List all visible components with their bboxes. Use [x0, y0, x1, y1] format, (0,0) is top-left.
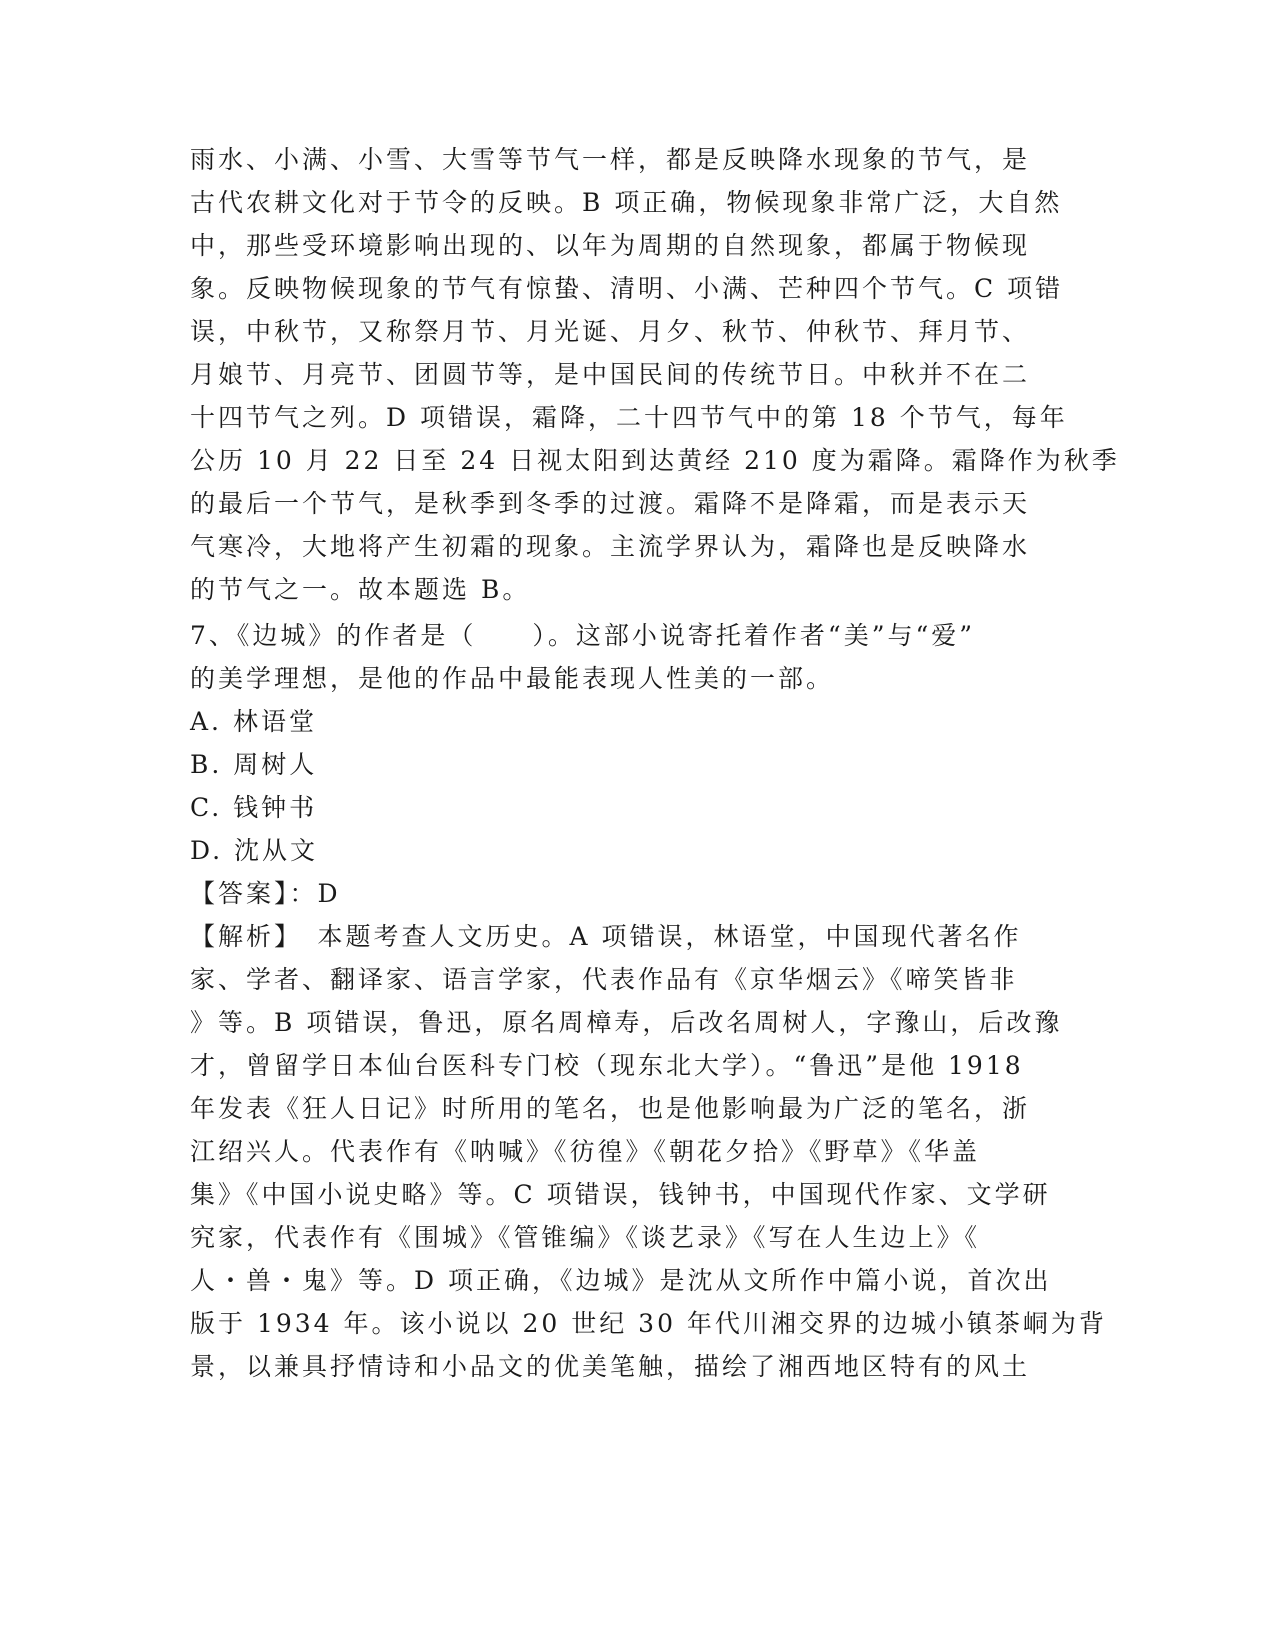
- explanation-line: 江绍兴人。代表作有《呐喊》《彷徨》《朝花夕拾》《野草》《华盖: [190, 1137, 981, 1166]
- text-line: 的最后一个节气，是秋季到冬季的过渡。霜降不是降霜，而是表示天: [190, 489, 1031, 518]
- text-line: 的节气之一。故本题选 B。: [190, 575, 531, 604]
- previous-explanation: [190, 138, 1120, 611]
- question-7: [190, 614, 1107, 1388]
- explanation-line: 年发表《狂人日记》时所用的笔名，也是他影响最为广泛的笔名，浙: [190, 1094, 1031, 1123]
- option-d: D. 沈从文: [190, 836, 319, 865]
- explanation-line: 【解析】 本题考查人文历史。A 项错误，林语堂，中国现代著名作: [190, 922, 1022, 951]
- explanation-line: 人・兽・鬼》等。D 项正确，《边城》是沈从文所作中篇小说，首次出: [190, 1266, 1052, 1295]
- explanation-line: 家、学者、翻译家、语言学家，代表作品有《京华烟云》《啼笑皆非: [190, 965, 1018, 994]
- text-line: 象。反映物候现象的节气有惊蛰、清明、小满、芒种四个节气。C 项错: [190, 274, 1064, 303]
- text-line: 气寒冷，大地将产生初霜的现象。主流学界认为，霜降也是反映降水: [190, 532, 1031, 561]
- explanation-line: 版于 1934 年。该小说以 20 世纪 30 年代川湘交界的边城小镇茶峒为背: [190, 1309, 1107, 1338]
- option-b: B. 周树人: [190, 750, 318, 779]
- text-line: 月娘节、月亮节、团圆节等，是中国民间的传统节日。中秋并不在二: [190, 360, 1031, 389]
- answer: 【答案】：D: [190, 879, 341, 908]
- explanation-line: 景，以兼具抒情诗和小品文的优美笔触，描绘了湘西地区特有的风土: [190, 1352, 1031, 1381]
- option-a: A. 林语堂: [190, 707, 317, 736]
- text-line: 中，那些受环境影响出现的、以年为周期的自然现象，都属于物候现: [190, 231, 1031, 260]
- explanation-line: 才，曾留学日本仙台医科专门校（现东北大学）。“鲁迅”是他 1918: [190, 1051, 1024, 1080]
- option-c: C. 钱钟书: [190, 793, 318, 822]
- text-line: 雨水、小满、小雪、大雪等节气一样，都是反映降水现象的节气，是: [190, 145, 1031, 174]
- explanation-line: 集》《中国小说史略》等。C 项错误，钱钟书，中国现代作家、文学研: [190, 1180, 1051, 1209]
- text-line: 公历 10 月 22 日至 24 日视太阳到达黄经 210 度为霜降。霜降作为秋季: [190, 446, 1120, 475]
- explanation-line: 究家，代表作有《围城》《管锥编》《谈艺录》《写在人生边上》《: [190, 1223, 981, 1252]
- explanation-line: 》等。B 项错误，鲁迅，原名周樟寿，后改名周树人，字豫山，后改豫: [190, 1008, 1063, 1037]
- question-stem-line: 的美学理想，是他的作品中最能表现人性美的一部。: [190, 664, 835, 693]
- text-line: 误，中秋节，又称祭月节、月光诞、月夕、秋节、仲秋节、拜月节、: [190, 317, 1031, 346]
- text-line: 十四节气之列。D 项错误，霜降，二十四节气中的第 18 个节气，每年: [190, 403, 1068, 432]
- text-line: 古代农耕文化对于节令的反映。B 项正确，物候现象非常广泛，大自然: [190, 188, 1063, 217]
- question-stem-line: 7、《边城》的作者是（ ）。这部小说寄托着作者“美”与“爱”: [190, 621, 976, 650]
